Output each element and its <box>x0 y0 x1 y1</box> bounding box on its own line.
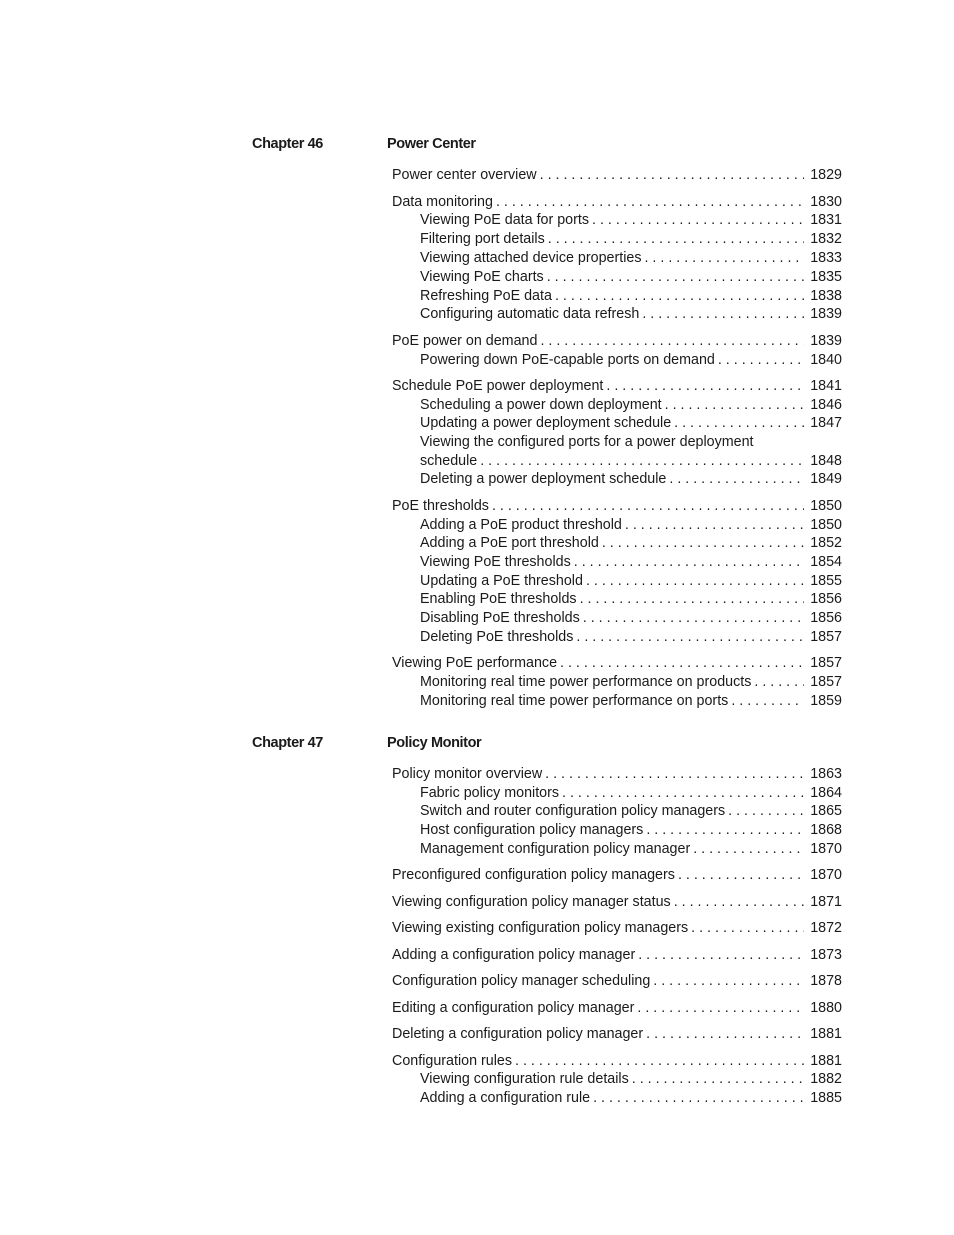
chapter-label: Chapter 46 <box>252 136 323 152</box>
toc-entry[interactable] <box>392 999 842 1018</box>
toc-entry[interactable] <box>420 840 842 859</box>
dot-leader <box>545 765 804 784</box>
toc-entry[interactable] <box>392 972 842 991</box>
toc-page-number: 1839 <box>810 306 842 322</box>
toc-page-number: 1835 <box>810 269 842 285</box>
dot-leader <box>560 654 804 673</box>
toc-entry[interactable] <box>420 516 842 535</box>
toc-entry[interactable] <box>392 377 842 396</box>
toc-entry-title: Enabling PoE thresholds <box>420 591 577 607</box>
dot-leader <box>731 692 804 711</box>
toc-entry[interactable] <box>420 396 842 415</box>
toc-entry[interactable] <box>392 166 842 185</box>
toc-page-number: 1856 <box>810 591 842 607</box>
toc-entry[interactable] <box>392 332 842 351</box>
dot-leader <box>602 534 804 553</box>
toc-entry-title: Viewing configuration rule details <box>420 1071 629 1087</box>
toc-page-number: 1881 <box>810 1026 842 1042</box>
toc-entry[interactable] <box>420 609 842 628</box>
toc-entry-title: Viewing PoE performance <box>392 655 558 671</box>
toc-entry-title: Filtering port details <box>420 231 545 247</box>
toc-entry-title: Configuration policy manager scheduling <box>392 973 651 989</box>
toc-entry[interactable] <box>420 230 842 249</box>
dot-leader <box>669 470 804 489</box>
toc-page-number: 1830 <box>810 194 842 210</box>
toc-entry-title: Preconfigured configuration policy managers <box>392 867 675 883</box>
dot-leader <box>754 673 804 692</box>
toc-entry-title[interactable]: Viewing the configured ports for a power deployment <box>420 434 754 450</box>
dot-leader <box>674 893 805 912</box>
toc-entry-title: Power center overview <box>392 167 537 183</box>
toc-page-number: 1841 <box>810 378 842 394</box>
dot-leader <box>548 230 804 249</box>
dot-leader <box>728 802 804 821</box>
toc-page-number: 1857 <box>810 629 842 645</box>
dot-leader <box>574 553 804 572</box>
toc-page-number: 1831 <box>810 212 842 228</box>
toc-entry-title: Host configuration policy managers <box>420 822 644 838</box>
chapter-title: Power Center <box>387 136 476 152</box>
dot-leader <box>592 211 804 230</box>
toc-page-number: 1863 <box>810 766 842 782</box>
toc-entry-title: Disabling PoE thresholds <box>420 610 580 626</box>
dot-leader <box>540 332 804 351</box>
toc-page-number: 1829 <box>810 167 842 183</box>
dot-leader <box>632 1070 804 1089</box>
toc-entry-title: Scheduling a power down deployment <box>420 397 662 413</box>
toc-page-number: 1846 <box>810 397 842 413</box>
toc-entry[interactable] <box>420 470 842 489</box>
toc-entry-title: PoE power on demand <box>392 333 538 349</box>
toc-entry[interactable] <box>392 1052 842 1071</box>
toc-page-number: 1870 <box>810 867 842 883</box>
toc-entry[interactable] <box>420 414 842 433</box>
toc-entry[interactable] <box>420 802 842 821</box>
dot-leader <box>625 516 804 535</box>
dot-leader <box>665 396 805 415</box>
chapter-title: Policy Monitor <box>387 735 482 751</box>
toc-page-number: 1857 <box>810 655 842 671</box>
toc-entry[interactable] <box>420 1089 842 1108</box>
toc-entry[interactable] <box>420 211 842 230</box>
toc-entry-title: PoE thresholds <box>392 498 489 514</box>
toc-page-number: 1868 <box>810 822 842 838</box>
toc-page-number: 1870 <box>810 841 842 857</box>
toc-entry-title: Monitoring real time power performance on ports <box>420 693 729 709</box>
toc-entry-title: Viewing configuration policy manager status <box>392 894 671 910</box>
dot-leader <box>637 999 804 1018</box>
toc-entry-title: Adding a configuration policy manager <box>392 947 636 963</box>
toc-entry[interactable] <box>392 946 842 965</box>
toc-entry-title: Viewing PoE charts <box>420 269 544 285</box>
toc-page-number: 1839 <box>810 333 842 349</box>
toc-entry-title: Configuration rules <box>392 1053 513 1069</box>
dot-leader <box>653 972 804 991</box>
toc-entry[interactable] <box>420 351 842 370</box>
toc-entry-title: Switch and router configuration policy managers <box>420 803 726 819</box>
toc-page-number: 1872 <box>810 920 842 936</box>
dot-leader <box>644 249 804 268</box>
toc-entry-title: Adding a PoE product threshold <box>420 517 622 533</box>
toc-entry[interactable] <box>420 572 842 591</box>
toc-page-number: 1880 <box>810 1000 842 1016</box>
toc-page-number: 1850 <box>810 517 842 533</box>
dot-leader <box>593 1089 804 1108</box>
toc-entry[interactable] <box>420 1070 842 1089</box>
toc-page-number: 1885 <box>810 1090 842 1106</box>
toc-page-number: 1857 <box>810 674 842 690</box>
toc-page-number: 1849 <box>810 471 842 487</box>
toc-entry[interactable] <box>420 673 842 692</box>
toc-page-number: 1878 <box>810 973 842 989</box>
chapter-header <box>252 735 842 755</box>
toc-page-number: 1855 <box>810 573 842 589</box>
toc-entry-title: Monitoring real time power performance on products <box>420 674 752 690</box>
dot-leader <box>586 572 804 591</box>
toc-entry[interactable] <box>392 765 842 784</box>
dot-leader <box>492 497 804 516</box>
toc-entry[interactable] <box>392 1025 842 1044</box>
toc-entry-title: Fabric policy monitors <box>420 785 560 801</box>
toc-entry[interactable] <box>420 784 842 803</box>
toc-page-number: 1856 <box>810 610 842 626</box>
toc-entry[interactable] <box>420 249 842 268</box>
toc-page-number: 1848 <box>810 453 842 469</box>
toc-entry[interactable] <box>392 497 842 516</box>
toc-page-number: 1854 <box>810 554 842 570</box>
toc-entry-title: Adding a configuration rule <box>420 1090 591 1106</box>
toc-entry-title: Deleting a configuration policy manager <box>392 1026 644 1042</box>
toc-entry-title: Updating a PoE threshold <box>420 573 583 589</box>
toc-page-number: 1847 <box>810 415 842 431</box>
toc-entry[interactable] <box>420 628 842 647</box>
toc-page-number: 1873 <box>810 947 842 963</box>
dot-leader <box>646 1025 804 1044</box>
dot-leader <box>646 821 804 840</box>
dot-leader <box>638 946 804 965</box>
toc-page-number: 1859 <box>810 693 842 709</box>
toc-entry[interactable] <box>420 305 842 324</box>
toc-entry-title: Deleting a power deployment schedule <box>420 471 667 487</box>
toc-page-number: 1865 <box>810 803 842 819</box>
toc-entry[interactable] <box>420 452 842 471</box>
toc-entry-title: Schedule PoE power deployment <box>392 378 604 394</box>
toc-entry[interactable] <box>392 893 842 912</box>
dot-leader <box>576 628 804 647</box>
dot-leader <box>718 351 804 370</box>
toc-entry[interactable] <box>392 193 842 212</box>
toc-entry[interactable] <box>420 821 842 840</box>
dot-leader <box>547 268 804 287</box>
toc-entry-title: Policy monitor overview <box>392 766 543 782</box>
toc-entry[interactable] <box>420 268 842 287</box>
toc-entry-title: Updating a power deployment schedule <box>420 415 672 431</box>
toc-entry-title: Editing a configuration policy manager <box>392 1000 635 1016</box>
dot-leader <box>642 305 804 324</box>
toc-entry-title: Viewing PoE thresholds <box>420 554 571 570</box>
dot-leader <box>606 377 804 396</box>
dot-leader <box>480 452 804 471</box>
chapter-label: Chapter 47 <box>252 735 323 751</box>
dot-leader <box>555 287 804 306</box>
toc-entry[interactable] <box>420 590 842 609</box>
chapter-header <box>252 136 842 156</box>
dot-leader <box>583 609 804 628</box>
toc-page-number: 1881 <box>810 1053 842 1069</box>
toc-entry[interactable] <box>420 534 842 553</box>
toc-entry-title: Viewing existing configuration policy managers <box>392 920 689 936</box>
toc-page-number: 1840 <box>810 352 842 368</box>
toc-entry[interactable] <box>392 866 842 885</box>
toc-entry-title: schedule <box>420 453 478 469</box>
dot-leader <box>496 193 804 212</box>
toc-entry-title: Powering down PoE-capable ports on demand <box>420 352 715 368</box>
toc-page-number: 1882 <box>810 1071 842 1087</box>
toc-entry-title: Deleting PoE thresholds <box>420 629 574 645</box>
toc-entry-title: Viewing PoE data for ports <box>420 212 590 228</box>
toc-entry[interactable] <box>420 692 842 711</box>
toc-entry[interactable] <box>392 654 842 673</box>
toc-entry-title: Data monitoring <box>392 194 493 210</box>
toc-page-number: 1852 <box>810 535 842 551</box>
dot-leader <box>515 1052 804 1071</box>
toc-entry[interactable] <box>420 553 842 572</box>
dot-leader <box>562 784 804 803</box>
dot-leader <box>540 166 805 185</box>
toc-entry[interactable] <box>392 919 842 938</box>
dot-leader <box>691 919 804 938</box>
toc-entry-title: Management configuration policy manager <box>420 841 691 857</box>
toc-page-number: 1864 <box>810 785 842 801</box>
dot-leader <box>678 866 804 885</box>
toc-entry-title: Refreshing PoE data <box>420 288 552 304</box>
toc-page-number: 1833 <box>810 250 842 266</box>
dot-leader <box>580 590 805 609</box>
toc-page-number: 1832 <box>810 231 842 247</box>
toc-page-number: 1850 <box>810 498 842 514</box>
toc-page-number: 1838 <box>810 288 842 304</box>
dot-leader <box>674 414 804 433</box>
toc-entry[interactable] <box>420 287 842 306</box>
dot-leader <box>693 840 804 859</box>
toc-entry-title: Adding a PoE port threshold <box>420 535 599 551</box>
toc-entry-title: Configuring automatic data refresh <box>420 306 640 322</box>
toc-entry-title: Viewing attached device properties <box>420 250 642 266</box>
toc-page-number: 1871 <box>810 894 842 910</box>
